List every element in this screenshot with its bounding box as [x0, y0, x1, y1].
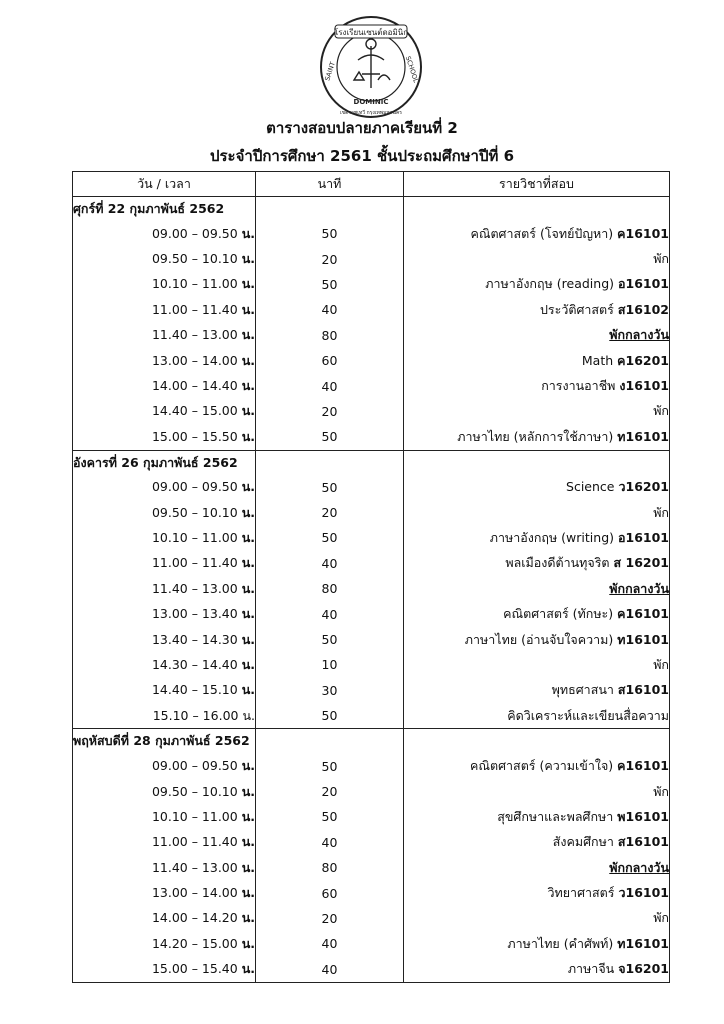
time-range: 11.40 – 13.00: [151, 859, 238, 875]
minutes-cell: 80: [256, 855, 404, 880]
subject-name: ภาษาไทย (อ่านจับใจความ): [464, 631, 614, 647]
table-row: [73, 830, 670, 855]
time-unit: น.: [241, 504, 255, 520]
day-header-row: [73, 729, 670, 754]
table-row: [73, 855, 670, 880]
time-unit: น.: [241, 910, 255, 926]
table-row: [73, 804, 670, 829]
subject-code: อ16101: [618, 276, 669, 292]
time-cell: [73, 500, 256, 525]
time-cell: [73, 297, 256, 322]
time-range: 15.00 – 15.40: [151, 961, 238, 977]
minutes-cell: 50: [256, 272, 404, 297]
subject-name: สุขศึกษาและพลศึกษา: [497, 808, 614, 824]
time-unit: น.: [241, 758, 255, 774]
time-cell: [73, 652, 256, 677]
subject-code: ว16201: [618, 479, 669, 495]
subject-code: ง16101: [619, 378, 669, 394]
table-row: [73, 576, 670, 601]
subject-cell: [404, 753, 670, 778]
time-cell: [73, 880, 256, 905]
table-row: [73, 601, 670, 626]
time-range: 14.40 – 15.10: [151, 682, 238, 698]
subject-code: จ16201: [618, 961, 669, 977]
subject-cell: [404, 957, 670, 983]
time-unit: น.: [241, 682, 255, 698]
subject-code: ส16102: [617, 301, 669, 317]
table-row: [73, 373, 670, 398]
time-unit: น.: [241, 885, 255, 901]
subject-name: ภาษาอังกฤษ (reading): [485, 276, 615, 292]
subject-code: อ16101: [618, 529, 669, 545]
minutes-cell: 40: [256, 373, 404, 398]
subject-name: คณิตศาสตร์ (ทักษะ): [503, 606, 614, 622]
subject-cell: [404, 272, 670, 297]
time-range: 15.00 – 15.50: [151, 428, 238, 444]
time-cell: [73, 931, 256, 956]
minutes-cell: 50: [256, 424, 404, 450]
time-cell: [73, 221, 256, 246]
day-empty-cell: [404, 197, 670, 222]
subject-name: วิทยาศาสตร์: [547, 885, 615, 901]
time-cell: [73, 323, 256, 348]
time-range: 09.00 – 09.50: [151, 758, 238, 774]
time-range: 09.00 – 09.50: [151, 225, 238, 241]
subject-code: ค16101: [617, 606, 669, 622]
minutes-cell: 20: [256, 246, 404, 271]
subject-cell: [404, 804, 670, 829]
time-unit: น.: [241, 225, 255, 241]
subject-name: ภาษาอังกฤษ (writing): [489, 529, 615, 545]
table-row: [73, 957, 670, 983]
subject-cell: [404, 576, 670, 601]
subject-cell: [404, 830, 670, 855]
minutes-cell: 40: [256, 601, 404, 626]
subject-cell: [404, 855, 670, 880]
table-row: [73, 652, 670, 677]
subject-name: ภาษาไทย (คำศัพท์): [507, 935, 614, 951]
document-title: ตารางสอบปลายภาคเรียนที่ 2: [266, 119, 458, 137]
time-cell: [73, 678, 256, 703]
subject-name: พัก: [653, 403, 669, 419]
subject-name: พัก: [653, 783, 669, 799]
time-range: 14.00 – 14.20: [151, 910, 238, 926]
subject-code: ค16101: [617, 225, 669, 241]
subject-cell: [404, 551, 670, 576]
time-cell: [73, 525, 256, 550]
table-row: [73, 678, 670, 703]
subject-name: พักกลางวัน: [609, 580, 669, 596]
table-row: [73, 551, 670, 576]
time-cell: [73, 424, 256, 450]
time-cell: [73, 399, 256, 424]
subject-name: พลเมืองดีต้านทุจริต: [505, 555, 610, 571]
svg-text:เขตราชเทวี กรุงเทพมหานคร: เขตราชเทวี กรุงเทพมหานคร: [340, 110, 402, 116]
time-unit: น.: [241, 834, 255, 850]
subject-code: ส16101: [617, 834, 669, 850]
table-row: [73, 399, 670, 424]
day-empty-cell: [256, 197, 404, 222]
minutes-cell: 40: [256, 931, 404, 956]
document-subtitle: ประจำปีการศึกษา 2561 ชั้นประถมศึกษาปีที่ 6: [209, 147, 515, 165]
time-range: 11.40 – 13.00: [151, 580, 238, 596]
time-unit: น.: [241, 961, 255, 977]
time-range: 14.30 – 14.40: [151, 656, 238, 672]
time-cell: [73, 373, 256, 398]
time-range: 09.00 – 09.50: [151, 479, 238, 495]
time-cell: [73, 855, 256, 880]
subject-cell: [404, 500, 670, 525]
day-empty-cell: [256, 729, 404, 754]
table-row: [73, 297, 670, 322]
time-unit: น.: [241, 403, 255, 419]
time-unit: น.: [241, 580, 255, 596]
time-unit: น.: [241, 859, 255, 875]
time-cell: [73, 601, 256, 626]
time-unit: น.: [241, 327, 255, 343]
subject-name: สังคมศึกษา: [552, 834, 614, 850]
minutes-cell: 40: [256, 551, 404, 576]
time-cell: [73, 551, 256, 576]
time-unit: น.: [241, 529, 255, 545]
time-range: 09.50 – 10.10: [151, 783, 238, 799]
subject-cell: [404, 424, 670, 450]
subject-cell: [404, 931, 670, 956]
minutes-cell: 60: [256, 348, 404, 373]
time-unit: น.: [241, 935, 255, 951]
minutes-cell: 50: [256, 221, 404, 246]
minutes-cell: 40: [256, 830, 404, 855]
minutes-cell: 20: [256, 399, 404, 424]
subject-cell: [404, 373, 670, 398]
table-row: [73, 627, 670, 652]
table-header-row: [73, 172, 670, 197]
minutes-cell: 20: [256, 500, 404, 525]
subject-name: ภาษาจีน: [567, 961, 619, 977]
subject-name: คณิตศาสตร์ (ความเข้าใจ): [470, 758, 614, 774]
table-row: [73, 323, 670, 348]
time-range: 10.10 – 11.00: [151, 276, 238, 292]
time-range: 09.50 – 10.10: [151, 504, 238, 520]
svg-text:SCHOOL: SCHOOL: [403, 55, 420, 84]
subject-cell: [404, 246, 670, 271]
minutes-cell: 30: [256, 678, 404, 703]
subject-name: พัก: [653, 910, 669, 926]
minutes-cell: 50: [256, 475, 404, 500]
subject-cell: [404, 399, 670, 424]
minutes-cell: 80: [256, 576, 404, 601]
time-cell: [73, 246, 256, 271]
subject-name: พักกลางวัน: [609, 327, 669, 343]
subject-cell: [404, 627, 670, 652]
minutes-cell: 60: [256, 880, 404, 905]
table-row: [73, 246, 670, 271]
subject-name: ภาษาไทย (หลักการใช้ภาษา): [457, 428, 614, 444]
day-empty-cell: [404, 729, 670, 754]
minutes-cell: 40: [256, 957, 404, 983]
subject-cell: [404, 475, 670, 500]
svg-text:SAINT: SAINT: [323, 60, 337, 82]
time-cell: [73, 830, 256, 855]
subject-cell: [404, 221, 670, 246]
table-row: [73, 221, 670, 246]
day-empty-cell: [404, 450, 670, 475]
subject-cell: [404, 678, 670, 703]
time-range: 14.00 – 14.40: [151, 378, 238, 394]
table-row: [73, 475, 670, 500]
table-row: [73, 880, 670, 905]
minutes-cell: 20: [256, 779, 404, 804]
time-unit: น.: [241, 251, 255, 267]
subject-cell: [404, 906, 670, 931]
table-row: [73, 500, 670, 525]
time-cell: [73, 576, 256, 601]
header-day-time: วัน / เวลา: [73, 172, 256, 197]
time-range: 13.00 – 13.40: [151, 606, 238, 622]
subject-name: Science: [566, 479, 615, 495]
minutes-cell: 40: [256, 297, 404, 322]
day-empty-cell: [256, 450, 404, 475]
subject-code: ส 16201: [613, 555, 669, 571]
school-seal-icon: [318, 14, 424, 120]
time-range: 13.00 – 14.00: [151, 885, 238, 901]
time-range: 11.00 – 11.40: [151, 555, 238, 571]
day-header-row: [73, 197, 670, 222]
table-row: [73, 779, 670, 804]
time-range: 09.50 – 10.10: [151, 251, 238, 267]
table-row: [73, 931, 670, 956]
time-range: 10.10 – 11.00: [151, 529, 238, 545]
table-row: [73, 753, 670, 778]
subject-code: พ16101: [617, 808, 669, 824]
time-range: 11.00 – 11.40: [151, 301, 238, 317]
subject-cell: [404, 601, 670, 626]
day-label: พฤหัสบดีที่ 28 กุมภาพันธ์ 2562: [73, 729, 256, 754]
time-unit: น.: [241, 631, 255, 647]
time-unit: น.: [241, 555, 255, 571]
time-range: 14.40 – 15.00: [151, 403, 238, 419]
time-cell: [73, 779, 256, 804]
table-row: [73, 703, 670, 729]
header-minutes: นาที: [256, 172, 404, 197]
svg-text:DOMINIC: DOMINIC: [353, 98, 389, 106]
time-cell: [73, 957, 256, 983]
time-range: 11.40 – 13.00: [151, 327, 238, 343]
subject-cell: [404, 652, 670, 677]
subject-code: ท16101: [617, 631, 669, 647]
minutes-cell: 50: [256, 703, 404, 729]
time-unit: น.: [241, 352, 255, 368]
minutes-cell: 50: [256, 753, 404, 778]
subject-code: ค16201: [617, 352, 669, 368]
subject-code: ส16101: [617, 682, 669, 698]
subject-name: พักกลางวัน: [609, 859, 669, 875]
subject-code: ท16101: [617, 428, 669, 444]
time-cell: [73, 627, 256, 652]
day-label: อังคารที่ 26 กุมภาพันธ์ 2562: [73, 450, 256, 475]
time-range: 13.00 – 14.00: [151, 352, 238, 368]
minutes-cell: 50: [256, 804, 404, 829]
subject-name: คณิตศาสตร์ (โจทย์ปัญหา): [470, 225, 614, 241]
time-cell: [73, 753, 256, 778]
table-row: [73, 424, 670, 450]
time-unit: น.: [241, 808, 255, 824]
time-range: 14.20 – 15.00: [151, 935, 238, 951]
subject-cell: [404, 348, 670, 373]
time-range: 10.10 – 11.00: [151, 808, 238, 824]
subject-code: ว16101: [618, 885, 669, 901]
time-cell: [73, 475, 256, 500]
minutes-cell: 80: [256, 323, 404, 348]
school-logo: [318, 14, 424, 120]
time-range: 13.40 – 14.30: [151, 631, 238, 647]
table-row: [73, 906, 670, 931]
subject-name: คิดวิเคราะห์และเขียนสื่อความ: [507, 707, 669, 723]
subject-code: ค16101: [617, 758, 669, 774]
table-row: [73, 348, 670, 373]
exam-schedule-table: [72, 171, 670, 983]
subject-cell: [404, 880, 670, 905]
header-subject: รายวิชาที่สอบ: [404, 172, 670, 197]
subject-code: ท16101: [617, 935, 669, 951]
time-unit: น.: [241, 276, 255, 292]
subject-name: การงานอาชีพ: [541, 378, 616, 394]
table-row: [73, 525, 670, 550]
time-cell: [73, 348, 256, 373]
subject-name: พัก: [653, 504, 669, 520]
time-unit: น.: [241, 378, 255, 394]
subject-cell: [404, 779, 670, 804]
subject-name: พุทธศาสนา: [551, 682, 614, 698]
time-cell: [73, 272, 256, 297]
day-header-row: [73, 450, 670, 475]
time-unit: น.: [241, 606, 255, 622]
subject-name: พัก: [653, 251, 669, 267]
time-unit: น.: [241, 783, 255, 799]
time-cell: [73, 804, 256, 829]
subject-cell: [404, 703, 670, 729]
subject-cell: [404, 297, 670, 322]
subject-name: Math: [581, 352, 614, 368]
table-row: [73, 272, 670, 297]
subject-name: พัก: [653, 656, 669, 672]
time-unit: น.: [241, 479, 255, 495]
time-unit: น.: [241, 428, 255, 444]
time-unit: น.: [242, 707, 255, 723]
day-label: ศุกร์ที่ 22 กุมภาพันธ์ 2562: [73, 197, 256, 222]
time-cell: [73, 703, 256, 729]
subject-cell: [404, 525, 670, 550]
minutes-cell: 50: [256, 525, 404, 550]
minutes-cell: 20: [256, 906, 404, 931]
svg-text:โรงเรียนเซนต์ดอมินิก: โรงเรียนเซนต์ดอมินิก: [333, 28, 409, 37]
time-unit: น.: [241, 656, 255, 672]
minutes-cell: 50: [256, 627, 404, 652]
minutes-cell: 10: [256, 652, 404, 677]
time-unit: น.: [241, 301, 255, 317]
time-range: 11.00 – 11.40: [151, 834, 238, 850]
subject-cell: [404, 323, 670, 348]
subject-name: ประวัติศาสตร์: [539, 301, 614, 317]
schedule-body: [73, 197, 670, 983]
time-cell: [73, 906, 256, 931]
time-range: 15.10 – 16.00: [152, 707, 239, 723]
